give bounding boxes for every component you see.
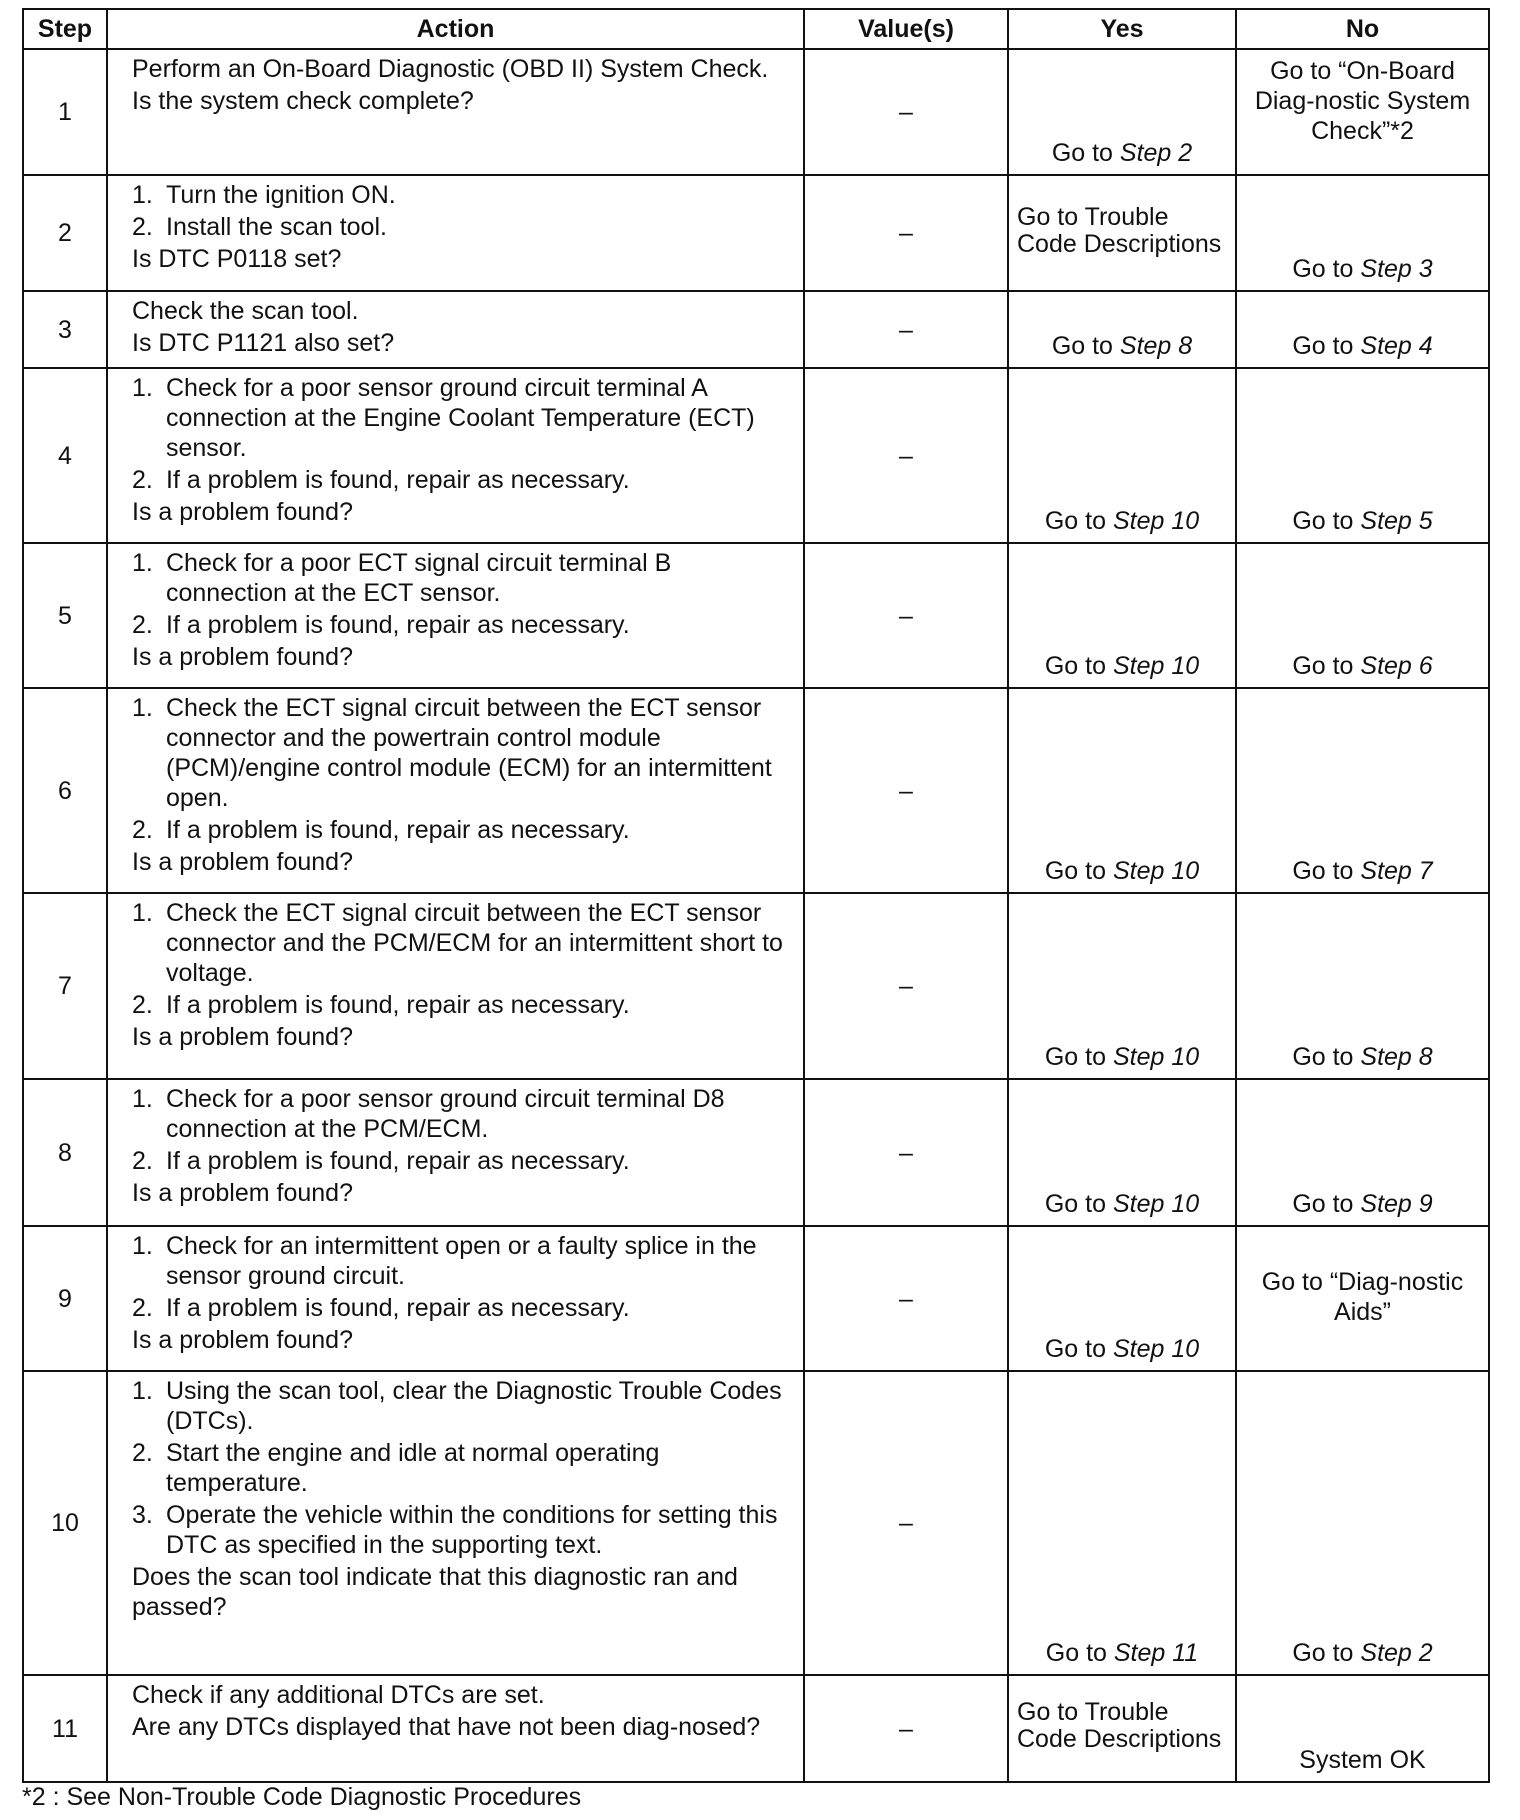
item-text: Check the ECT signal circuit between the ECT sensor connector and the PCM/ECM for an intermittent short to voltage. xyxy=(166,899,783,987)
no-cell xyxy=(1236,368,1489,543)
table-row xyxy=(23,175,1489,291)
yes-prefix: Go to xyxy=(1044,1043,1113,1071)
yes-step-ref: Step 10 xyxy=(1112,857,1200,885)
item-text: If a problem is found, repair as necessary. xyxy=(166,1294,630,1322)
item-text: Check the ECT signal circuit between the ECT sensor connector and the powertrain control module (PCM)/engine control module (ECM) for an intermittent open. xyxy=(166,694,772,812)
yes-cell xyxy=(1008,175,1236,291)
col-header-yes: Yes xyxy=(1008,9,1236,49)
yes-step-ref: Step 11 xyxy=(1113,1639,1199,1667)
item-number: 2. xyxy=(132,991,153,1019)
item-number: 1. xyxy=(132,1232,153,1260)
action-item xyxy=(132,815,795,845)
item-text: Using the scan tool, clear the Diagnostic Trouble Codes (DTCs). xyxy=(166,1377,782,1435)
action-line: Check the scan tool. xyxy=(132,297,359,325)
no-cell: Go to “Diag-nostic Aids” xyxy=(1236,1226,1489,1371)
footnote: *2 : See Non-Trouble Code Diagnostic Procedures xyxy=(22,1783,582,1811)
yes-prefix: Go to xyxy=(1044,1335,1113,1363)
action-cell xyxy=(107,175,804,291)
value-cell: – xyxy=(804,1079,1008,1226)
action-item xyxy=(132,990,795,1020)
yes-step-ref: Step 10 xyxy=(1112,1043,1200,1071)
item-number: 2. xyxy=(132,1439,153,1467)
value-cell: – xyxy=(804,1371,1008,1675)
value-cell: – xyxy=(804,543,1008,688)
step-number: 8 xyxy=(23,1079,107,1226)
col-header-no: No xyxy=(1236,9,1489,49)
action-item xyxy=(132,898,795,988)
yes-cell xyxy=(1008,688,1236,893)
value-cell: – xyxy=(804,49,1008,175)
no-prefix: Go to xyxy=(1292,1190,1361,1218)
item-text: If a problem is found, repair as necessary. xyxy=(166,991,630,1019)
item-text: Operate the vehicle within the conditions for setting this DTC as specified in the supporting text. xyxy=(166,1501,778,1559)
action-question: Does the scan tool indicate that this diagnostic ran and passed? xyxy=(132,1563,738,1621)
item-text: If a problem is found, repair as necessary. xyxy=(166,611,630,639)
value-cell: – xyxy=(804,175,1008,291)
item-text: If a problem is found, repair as necessary. xyxy=(166,466,630,494)
action-question: Is DTC P1121 also set? xyxy=(132,329,395,357)
action-question: Is a problem found? xyxy=(132,498,353,526)
action-cell xyxy=(107,368,804,543)
no-cell xyxy=(1236,1079,1489,1226)
no-cell: System OK xyxy=(1236,1675,1489,1782)
action-item xyxy=(132,212,795,242)
yes-cell xyxy=(1008,291,1236,368)
value-cell: – xyxy=(804,1675,1008,1782)
value-cell: – xyxy=(804,1226,1008,1371)
yes-cell xyxy=(1008,543,1236,688)
no-cell xyxy=(1236,688,1489,893)
action-question: Is a problem found? xyxy=(132,1179,353,1207)
table-row xyxy=(23,688,1489,893)
no-prefix: Go to xyxy=(1292,1639,1361,1667)
no-prefix: Go to xyxy=(1292,1043,1361,1071)
step-number: 5 xyxy=(23,543,107,688)
item-text: Check for an intermittent open or a faulty splice in the sensor ground circuit. xyxy=(166,1232,757,1290)
yes-prefix: Go to xyxy=(1044,507,1113,535)
table-row xyxy=(23,291,1489,368)
action-question: Are any DTCs displayed that have not been diag-nosed? xyxy=(132,1713,761,1741)
yes-prefix: Go to xyxy=(1044,857,1113,885)
yes-step-ref: Step 10 xyxy=(1112,652,1200,680)
item-number: 3. xyxy=(132,1501,153,1529)
item-text: If a problem is found, repair as necessary. xyxy=(166,816,630,844)
action-item xyxy=(132,1500,795,1560)
yes-prefix: Go to xyxy=(1051,139,1120,167)
yes-cell xyxy=(1008,1675,1236,1782)
action-cell xyxy=(107,688,804,893)
no-step-ref: Step 7 xyxy=(1360,857,1433,885)
action-cell xyxy=(107,1079,804,1226)
action-item xyxy=(132,1376,795,1436)
item-number: 1. xyxy=(132,181,153,209)
yes-prefix: Go to xyxy=(1051,332,1120,360)
item-number: 2. xyxy=(132,466,153,494)
yes-step-ref: Step 8 xyxy=(1119,332,1193,360)
no-cell xyxy=(1236,543,1489,688)
item-number: 2. xyxy=(132,611,153,639)
item-number: 2. xyxy=(132,1294,153,1322)
no-cell xyxy=(1236,175,1489,291)
no-prefix: Go to xyxy=(1292,507,1361,535)
col-header-step: Step xyxy=(23,9,107,49)
no-cell: Go to “On-Board Diag-nostic System Check”*2 xyxy=(1236,49,1489,175)
no-prefix: Go to xyxy=(1292,857,1361,885)
table-row xyxy=(23,1371,1489,1675)
action-item xyxy=(132,180,795,210)
no-prefix: Go to xyxy=(1292,332,1361,360)
step-number: 6 xyxy=(23,688,107,893)
no-step-ref: Step 9 xyxy=(1360,1190,1433,1218)
item-number: 2. xyxy=(132,1147,153,1175)
action-question: Is a problem found? xyxy=(132,643,353,671)
yes-step-ref: Step 10 xyxy=(1112,1335,1200,1363)
item-number: 2. xyxy=(132,213,153,241)
no-step-ref: Step 5 xyxy=(1360,507,1433,535)
no-prefix: Go to xyxy=(1292,255,1361,283)
value-cell: – xyxy=(804,893,1008,1079)
item-number: 1. xyxy=(132,549,153,577)
action-item xyxy=(132,1293,795,1323)
action-cell xyxy=(107,291,804,368)
col-header-values: Value(s) xyxy=(804,9,1008,49)
action-cell xyxy=(107,543,804,688)
item-number: 2. xyxy=(132,816,153,844)
table-row xyxy=(23,49,1489,175)
yes-prefix: Go to xyxy=(1045,1639,1114,1667)
action-item xyxy=(132,373,795,463)
yes-cell xyxy=(1008,49,1236,175)
no-step-ref: Step 4 xyxy=(1360,332,1433,360)
table-row xyxy=(23,1675,1489,1782)
step-number: 1 xyxy=(23,49,107,175)
no-step-ref: Step 2 xyxy=(1360,1639,1433,1667)
no-step-ref: Step 3 xyxy=(1360,255,1433,283)
step-number: 4 xyxy=(23,368,107,543)
step-number: 9 xyxy=(23,1226,107,1371)
item-text: If a problem is found, repair as necessary. xyxy=(166,1147,630,1175)
no-step-ref: Step 8 xyxy=(1360,1043,1433,1071)
step-number: 3 xyxy=(23,291,107,368)
step-number: 10 xyxy=(23,1371,107,1675)
action-cell xyxy=(107,1675,804,1782)
action-item xyxy=(132,1146,795,1176)
action-line: Perform an On-Board Diagnostic (OBD II) System Check. xyxy=(132,55,769,83)
table-row xyxy=(23,1226,1489,1371)
action-question: Is the system check complete? xyxy=(132,87,474,115)
action-item xyxy=(132,548,795,608)
action-cell xyxy=(107,1371,804,1675)
diagnostic-table xyxy=(22,8,1490,1783)
action-item xyxy=(132,1084,795,1144)
action-item xyxy=(132,610,795,640)
item-text: Turn the ignition ON. xyxy=(166,181,396,209)
item-text: Check for a poor sensor ground circuit terminal D8 connection at the PCM/ECM. xyxy=(166,1085,725,1143)
value-cell: – xyxy=(804,291,1008,368)
item-number: 1. xyxy=(132,1377,153,1405)
action-cell xyxy=(107,1226,804,1371)
yes-text: Go to Trouble Code Descriptions xyxy=(1017,1698,1222,1753)
action-cell xyxy=(107,893,804,1079)
table-header-row xyxy=(23,9,1489,49)
table-row xyxy=(23,893,1489,1079)
col-header-action: Action xyxy=(107,9,804,49)
step-number: 11 xyxy=(23,1675,107,1782)
yes-step-ref: Step 2 xyxy=(1119,139,1193,167)
no-step-ref: Step 6 xyxy=(1360,652,1433,680)
table-row xyxy=(23,1079,1489,1226)
item-text: Install the scan tool. xyxy=(166,213,387,241)
item-number: 1. xyxy=(132,374,153,402)
value-cell: – xyxy=(804,368,1008,543)
item-text: Check for a poor sensor ground circuit terminal A connection at the Engine Coolant Temperature (ECT) sensor. xyxy=(166,374,755,462)
action-question: Is a problem found? xyxy=(132,1023,353,1051)
yes-cell xyxy=(1008,1226,1236,1371)
item-number: 1. xyxy=(132,899,153,927)
table-row xyxy=(23,543,1489,688)
yes-cell xyxy=(1008,1079,1236,1226)
no-prefix: Go to xyxy=(1292,652,1361,680)
yes-cell xyxy=(1008,893,1236,1079)
step-number: 7 xyxy=(23,893,107,1079)
yes-text: Go to Trouble Code Descriptions xyxy=(1017,202,1222,258)
item-text: Check for a poor ECT signal circuit terminal B connection at the ECT sensor. xyxy=(166,549,672,607)
action-line: Check if any additional DTCs are set. xyxy=(132,1681,545,1709)
action-item xyxy=(132,1231,795,1291)
table-row xyxy=(23,368,1489,543)
no-cell xyxy=(1236,893,1489,1079)
yes-prefix: Go to xyxy=(1044,1190,1113,1218)
action-item xyxy=(132,693,795,813)
no-cell xyxy=(1236,1371,1489,1675)
item-text: Start the engine and idle at normal operating temperature. xyxy=(166,1439,660,1497)
action-question: Is a problem found? xyxy=(132,848,353,876)
value-cell: – xyxy=(804,688,1008,893)
action-cell xyxy=(107,49,804,175)
yes-prefix: Go to xyxy=(1044,652,1113,680)
item-number: 1. xyxy=(132,694,153,722)
step-number: 2 xyxy=(23,175,107,291)
yes-step-ref: Step 10 xyxy=(1112,507,1200,535)
action-item xyxy=(132,465,795,495)
no-cell xyxy=(1236,291,1489,368)
yes-step-ref: Step 10 xyxy=(1112,1190,1200,1218)
yes-cell xyxy=(1008,1371,1236,1675)
action-item xyxy=(132,1438,795,1498)
action-question: Is DTC P0118 set? xyxy=(132,245,342,273)
action-question: Is a problem found? xyxy=(132,1326,353,1354)
yes-cell xyxy=(1008,368,1236,543)
item-number: 1. xyxy=(132,1085,153,1113)
